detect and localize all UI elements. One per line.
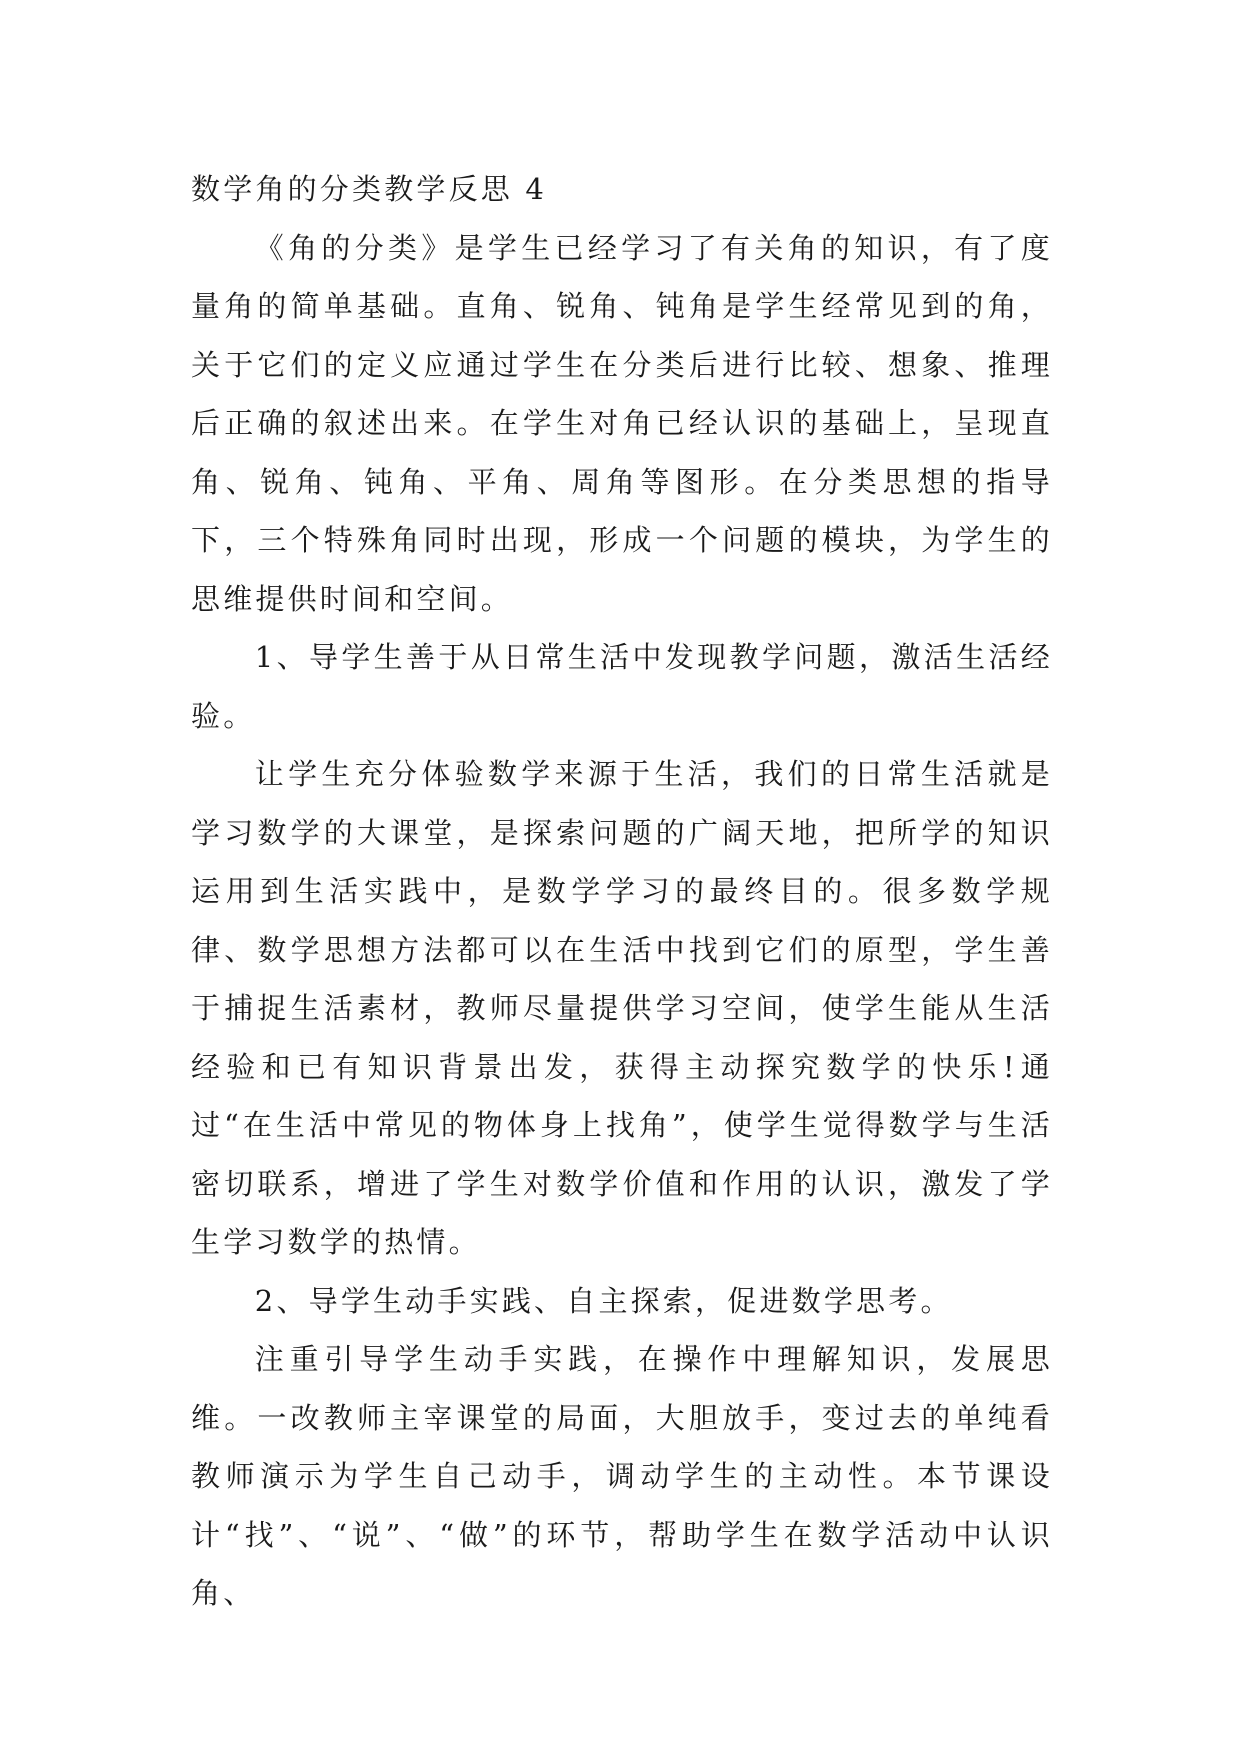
paragraph-point-1-heading: 1、导学生善于从日常生活中发现教学问题，激活生活经验。	[191, 640, 1053, 733]
document-title: 数学角的分类教学反思 4	[191, 172, 548, 206]
paragraph-point-1-body: 让学生充分体验数学来源于生活，我们的日常生活就是学习数学的大课堂，是探索问题的广阔天地，把所学的知识运用到生活实践中，是数学学习的最终目的。很多数学规律、数学思想方法都可以在生活中找到它们的原型，学生善于捕捉生活素材，教师尽量提供学习空间，使学生能从生活经验和已有知识背景出发，获得主动探究数学的快乐!通过“在生活中常见的物体身上找角”，使学生觉得数学与生活密切联系，增进了学生对数学价值和作用的认识，激发了学生学习数学的热情。	[191, 757, 1053, 1259]
paragraph-point-2-heading: 2、导学生动手实践、自主探索，促进数学思考。	[254, 1283, 953, 1318]
paragraph-intro: 《角的分类》是学生已经学习了有关角的知识，有了度量角的简单基础。直角、锐角、钝角是学生经常见到的角，关于它们的定义应通过学生在分类后进行比较、想象、推理后正确的叙述出来。在学生对角已经认识的基础上，呈现直角、锐角、钝角、平角、周角等图形。在分类思想的指导下，三个特殊角同时出现，形成一个问题的模块，为学生的思维提供时间和空间。	[191, 230, 1053, 616]
document-body	[191, 160, 1053, 1623]
paragraph-point-2-body: 注重引导学生动手实践，在操作中理解知识，发展思维。一改教师主宰课堂的局面，大胆放手，变过去的单纯看教师演示为学生自己动手，调动学生的主动性。本节课设计“找”、“说”、“做”的环节，帮助学生在数学活动中认识角、	[191, 1342, 1053, 1610]
